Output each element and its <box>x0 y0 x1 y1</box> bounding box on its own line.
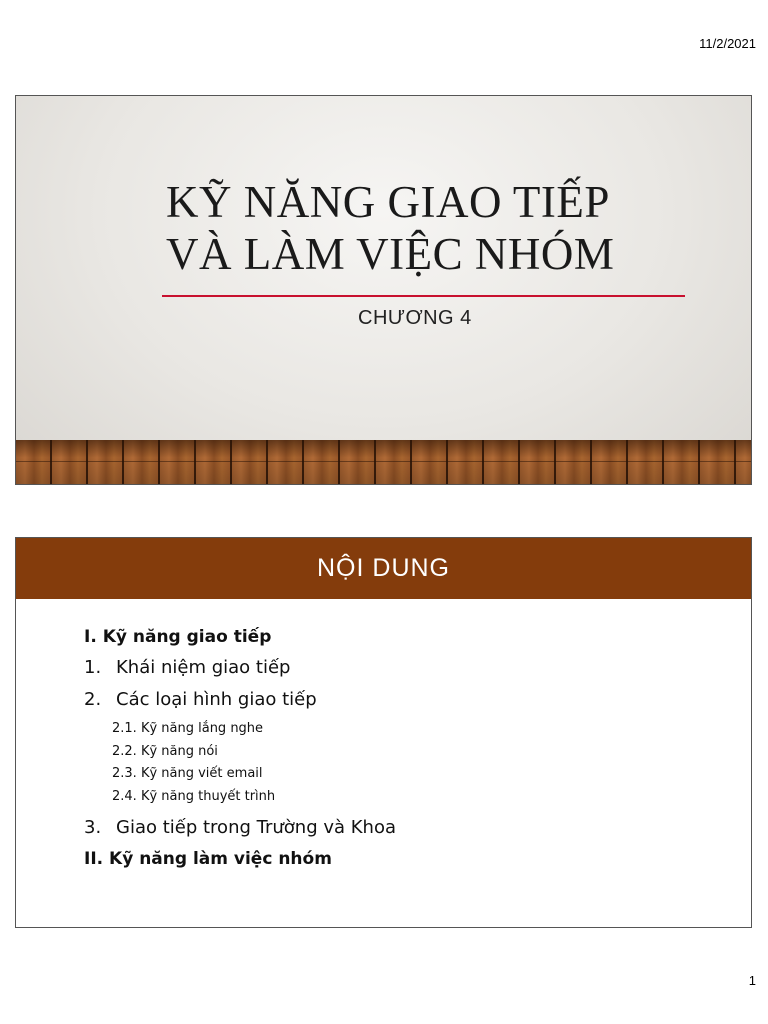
toc-item-1 <box>84 652 396 684</box>
contents-header <box>16 538 751 599</box>
page-date: 11/2/2021 <box>699 36 756 51</box>
toc-section-1: I. Kỹ năng giao tiếp <box>84 627 272 647</box>
table-of-contents <box>84 622 396 874</box>
toc-section-2: II. Kỹ năng làm việc nhóm <box>84 849 332 869</box>
contents-heading: NỘI DUNG <box>317 554 450 582</box>
slide-title-line-1: KỸ NĂNG GIAO TIẾP <box>166 177 610 227</box>
page-number: 1 <box>748 973 756 988</box>
toc-item-number: 3. <box>84 817 102 838</box>
toc-item-number: 1. <box>84 657 102 678</box>
toc-subitem: 2.2. Kỹ năng nói <box>112 743 218 759</box>
toc-subitems <box>84 718 396 808</box>
toc-item-number: 2. <box>84 689 102 710</box>
toc-item-label: Giao tiếp trong Trường và Khoa <box>116 817 397 838</box>
slide-title <box>166 176 726 280</box>
slide-title-line-2: VÀ LÀM VIỆC NHÓM <box>166 229 615 279</box>
contents-slide <box>15 537 752 928</box>
toc-subitem: 2.3. Kỹ năng viết email <box>112 766 263 781</box>
toc-item-2 <box>84 684 396 716</box>
toc-item-label: Các loại hình giao tiếp <box>116 689 317 710</box>
toc-subitem: 2.4. Kỹ năng thuyết trình <box>112 788 276 804</box>
floor-shade <box>16 440 751 484</box>
toc-item-3 <box>84 812 396 844</box>
title-divider <box>162 295 685 297</box>
slide-subtitle: CHƯƠNG 4 <box>358 307 472 329</box>
toc-subitem: 2.1. Kỹ năng lắng nghe <box>112 721 264 736</box>
toc-item-label: Khái niệm giao tiếp <box>116 657 291 678</box>
title-slide <box>15 95 752 485</box>
